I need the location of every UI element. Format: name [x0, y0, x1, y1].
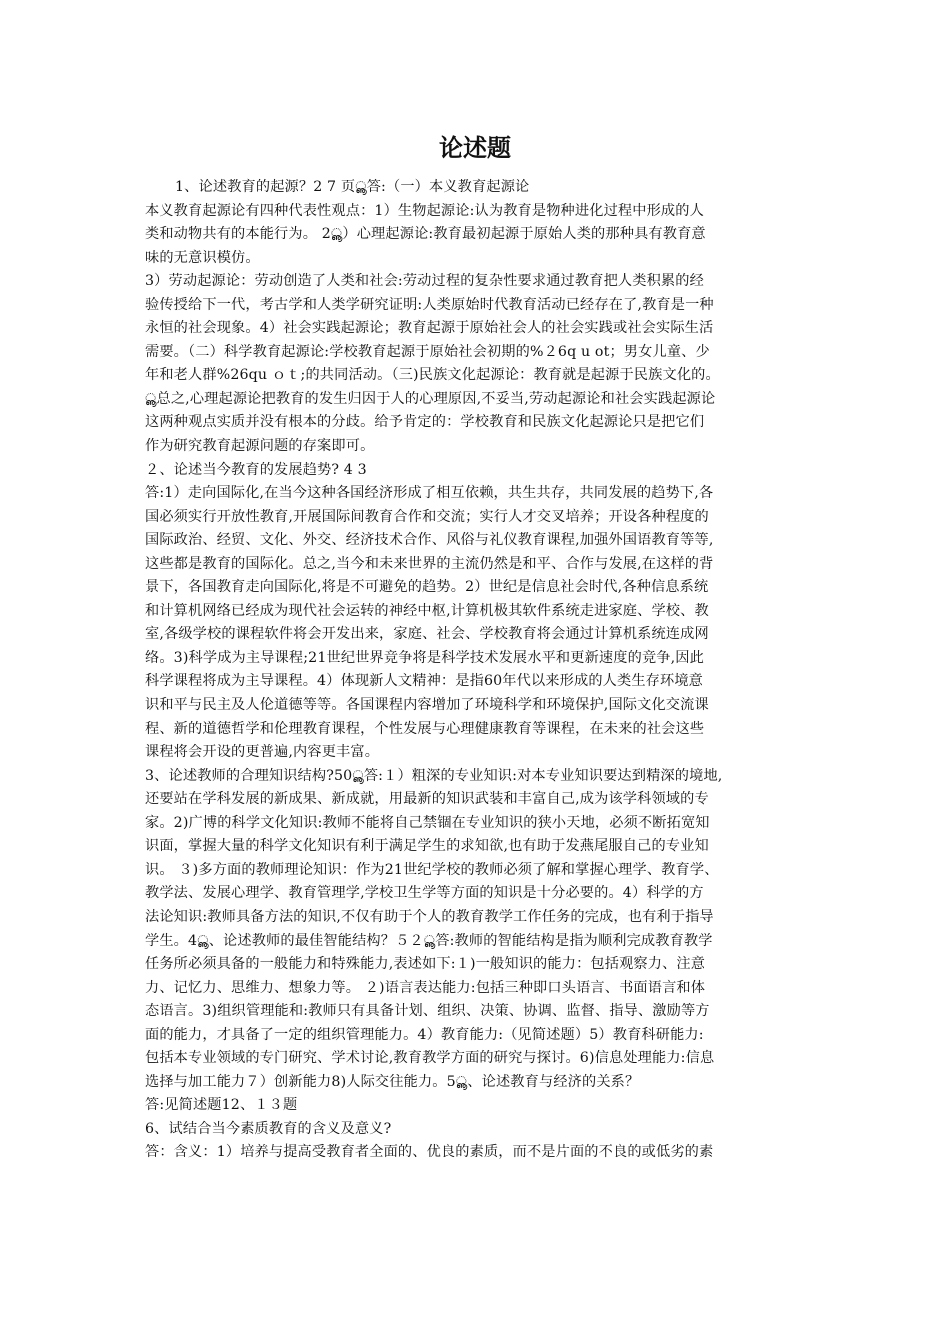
- text-line: 教学法、发展心理学、教育管理学,学校卫生学等方面的知识是十分必要的。4）科学的方: [145, 885, 704, 902]
- text-line: 这些都是教育的国际化。总之,当今和未来世界的主流仍然是和平、合作与发展,在这样的背: [145, 555, 714, 572]
- page-title: 论述题: [439, 133, 511, 162]
- document-body: [145, 176, 820, 1165]
- text-line: 答:见简述题12、１３题: [145, 1097, 298, 1114]
- text-line: 学生。4ൣ、论述教师的最佳智能结构？５２ൣ答:教师的智能结构是指为顺利完成教育教学: [145, 932, 713, 949]
- text-line: 力、记忆力、思维力、想象力等。 ２)语言表达能力:包括三种即口头语言、书面语言和体: [145, 979, 706, 996]
- text-line: 永恒的社会现象。4）社会实践起源论；教育起源于原始社会人的社会实践或社会实际生活: [145, 320, 714, 337]
- text-line: 需要。（二）科学教育起源论:学校教育起源于原始社会初期的%２6q u ot；男女儿童、少: [145, 343, 710, 360]
- text-line: 识面，掌握大量的科学文化知识有利于满足学生的求知欲,也有助于发燕尾服自己的专业知: [145, 838, 709, 855]
- text-line: 法论知识:教师具备方法的知识,不仅有助于个人的教育教学工作任务的完成，也有利于指导: [145, 908, 714, 925]
- text-line: 面的能力，才具备了一定的组织管理能力。4）教育能力:（见简述题）5）教育科研能力:: [145, 1026, 704, 1043]
- text-line: 景下，各国教育走向国际化,将是不可避免的趋势。2）世纪是信息社会时代,各种信息系统: [145, 579, 709, 596]
- text-line: 国际政治、经贸、文化、外交、经济技术合作、风俗与礼仪教育课程,加强外国语教育等等,: [145, 532, 714, 549]
- text-line: 任务所必须具备的一般能力和特殊能力,表述如下:１)一般知识的能力：包括观察力、注意: [145, 956, 706, 973]
- text-line: 识和平与民主及人伦道德等等。各国课程内容增加了环境科学和环境保护,国际文化交流课: [145, 697, 709, 714]
- text-line: 验传授给下一代，考古学和人类学研究证明:人类原始时代教育活动已经存在了,教育是一种: [145, 296, 714, 313]
- text-line: 识。 ３)多方面的教师理论知识：作为21世纪学校的教师必须了解和掌握心理学、教育学、: [145, 861, 719, 878]
- text-line: 本义教育起源论有四种代表性观点：1）生物起源论:认为教育是物种进化过程中形成的人: [145, 202, 704, 219]
- text-line: 态语言。3)组织管理能和:教师只有具备计划、组织、决策、协调、监督、指导、激励等方: [145, 1003, 710, 1020]
- text-line: 6、试结合当今素质教育的含义及意义?: [145, 1120, 392, 1137]
- text-line: 味的无意识模仿。: [145, 249, 260, 266]
- text-line: 3）劳动起源论：劳动创造了人类和社会:劳动过程的复杂性要求通过教育把人类积累的经: [145, 273, 704, 290]
- text-line: 科学课程将成为主导课程。4）体现新人文精神：是指60年代以来形成的人类生存环境意: [145, 673, 704, 690]
- text-line: 课程将会开设的更普遍,内容更丰富。: [145, 744, 380, 761]
- text-line: 作为研究教育起源问题的存案即可。: [145, 438, 375, 455]
- text-line: 室,各级学校的课程软件将会开发出来，家庭、社会、学校教育将会通过计算机系统连成网: [145, 626, 709, 643]
- text-line: 程、新的道德哲学和伦理教育课程，个性发展与心理健康教育等课程，在未来的社会这些: [145, 720, 705, 737]
- text-line: 年和老人群%26qu ｏｔ;的共同活动。（三)民族文化起源论：教育就是起源于民族文化的。: [145, 367, 720, 384]
- text-line: 答：含义：1）培养与提高受教育者全面的、优良的素质，而不是片面的不良的或低劣的素: [145, 1144, 714, 1161]
- text-line: 3、论述教师的合理知识结构?50ൣ答:１）粗深的专业知识:对本专业知识要达到精深的境地,: [145, 767, 723, 784]
- text-line: 类和动物共有的本能行为。 2ൣ）心理起源论:教育最初起源于原始人类的那种具有教育意: [145, 226, 706, 243]
- text-line: 1、论述教育的起源？2 7 页ൣ答:（一）本义教育起源论: [175, 179, 530, 195]
- text-line: 还要站在学科发展的新成果、新成就，用最新的知识武装和丰富自己,成为该学科领域的专: [145, 791, 709, 808]
- text-line: 答:1）走向国际化,在当今这种各国经济形成了相互依赖，共生共存，共同发展的趋势下,各: [145, 485, 714, 502]
- text-line: 包括本专业领域的专门研究、学术讨论,教育教学方面的研究与探讨。6)信息处理能力:信息: [145, 1050, 715, 1067]
- text-line: ൣ总之,心理起源论把教育的发生归因于人的心理原因,不妥当,劳动起源论和社会实践起源论: [145, 390, 716, 407]
- text-line: 国必须实行开放性教育,开展国际间教育合作和交流；实行人才交叉培养；开设各种程度的: [145, 508, 709, 525]
- text-line: 和计算机网络已经成为现代社会运转的神经中枢,计算机极其软件系统走进家庭、学校、教: [145, 602, 709, 619]
- text-line: 选择与加工能力７）创新能力8)人际交往能力。5ൣ、论述教育与经济的关系？: [145, 1073, 640, 1090]
- text-line: ２、论述当今教育的发展趋势? 4 3: [145, 461, 367, 478]
- text-line: 这两种观点实质并没有根本的分歧。给予肯定的：学校教育和民族文化起源论只是把它们: [145, 414, 705, 431]
- text-line: 家。2)广博的科学文化知识:教师不能将自己禁锢在专业知识的狭小天地，必须不断拓宽知: [145, 814, 710, 831]
- text-line: 络。3)科学成为主导课程;21世纪世界竞争将是科学技术发展水平和更新速度的竞争,因此: [145, 649, 704, 666]
